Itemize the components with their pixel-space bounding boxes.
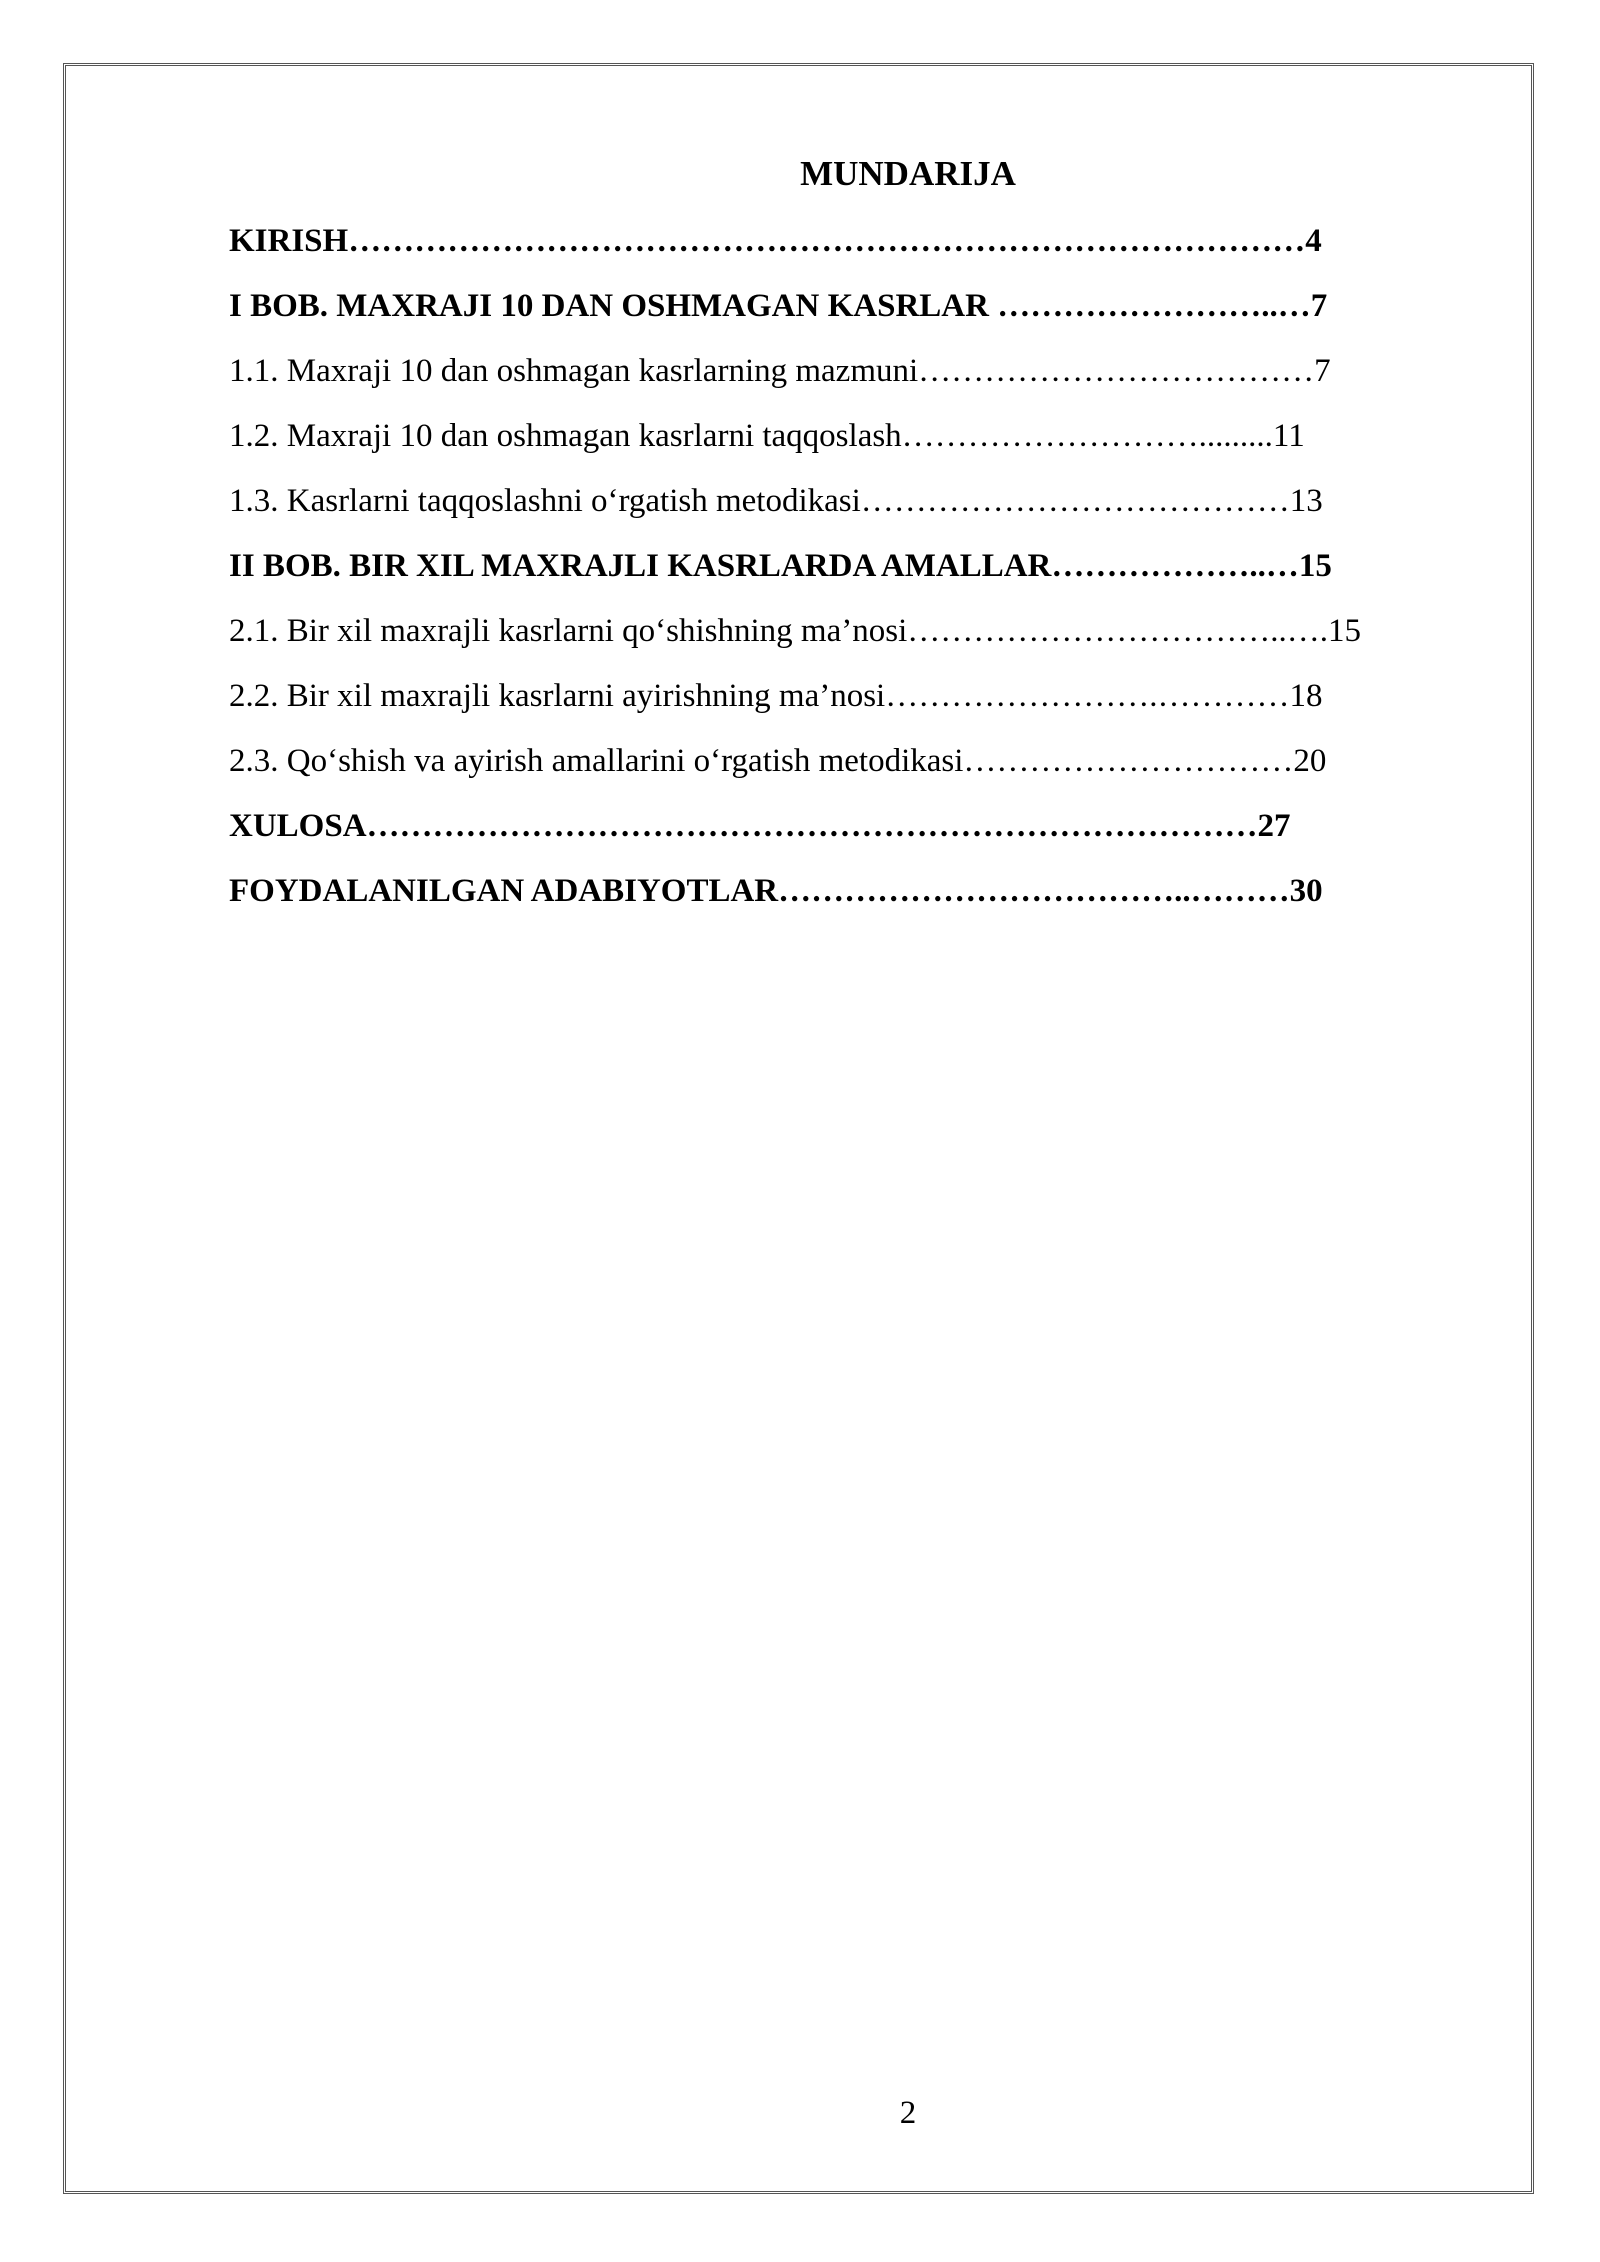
page-number: 2 xyxy=(899,2095,917,2131)
toc-entry-chapter-1: I BOB. MAXRAJI 10 DAN OSHMAGAN KASRLAR ……………………..…7 xyxy=(229,288,1328,324)
toc-entry-chapter-2: II BOB. BIR XIL MAXRAJLI KASRLARDA AMALLAR………………..…15 xyxy=(229,548,1332,584)
toc-entry-section-1-1: 1.1. Maxraji 10 dan oshmagan kasrlarning mazmuni………………………………7 xyxy=(229,353,1331,389)
toc-entry-kirish: KIRISH……………………………………………………………………………4 xyxy=(229,223,1322,259)
toc-entry-section-1-3: 1.3. Kasrlarni taqqoslashni o‘rgatish metodikasi…………………………………13 xyxy=(229,483,1323,519)
toc-entry-references: FOYDALANILGAN ADABIYOTLAR………………………………..………30 xyxy=(229,873,1323,909)
toc-entry-section-2-1: 2.1. Bir xil maxrajli kasrlarni qo‘shishning ma’nosi……………………………..….15 xyxy=(229,613,1361,649)
toc-entry-section-1-2: 1.2. Maxraji 10 dan oshmagan kasrlarni taqqoslash……………………….........11 xyxy=(229,418,1305,454)
page-title: MUNDARIJA xyxy=(800,154,1016,193)
toc-entry-section-2-3: 2.3. Qo‘shish va ayirish amallarini o‘rgatish metodikasi…………………………20 xyxy=(229,743,1327,779)
toc-entry-xulosa: XULOSA………………………………………………………………………27 xyxy=(229,808,1291,844)
toc-entry-section-2-2: 2.2. Bir xil maxrajli kasrlarni ayirishning ma’nosi…………………….…………18 xyxy=(229,678,1323,714)
